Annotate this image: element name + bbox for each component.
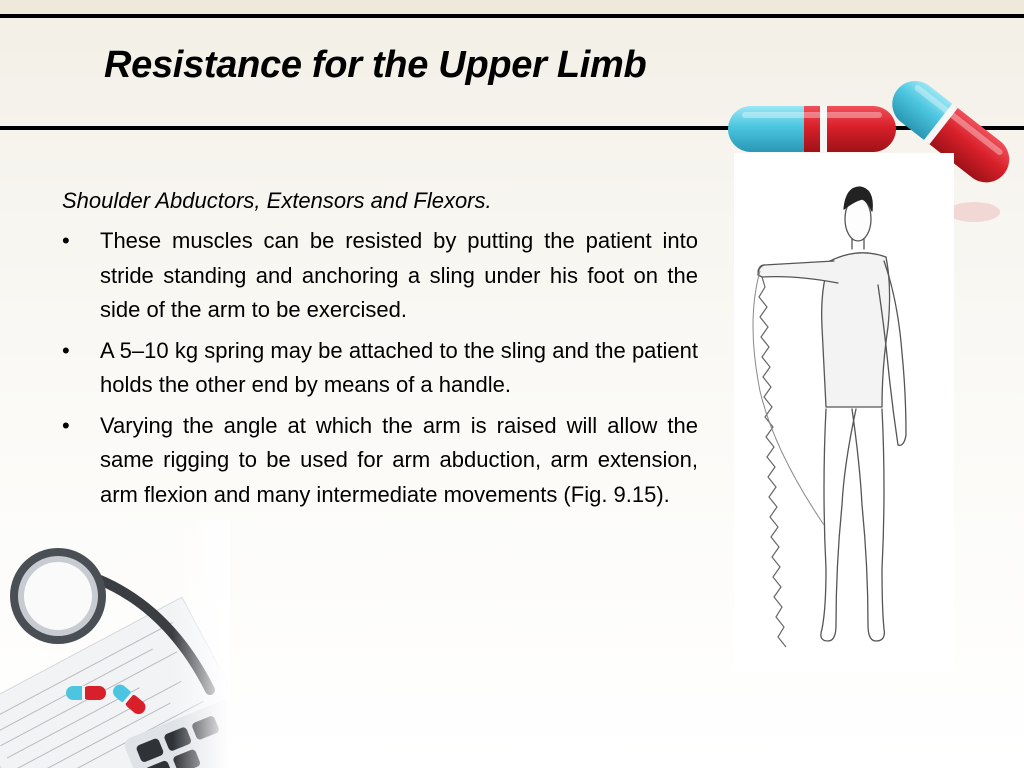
slide-body xyxy=(62,186,698,518)
bullet-marker: • xyxy=(62,337,70,363)
slide-title: Resistance for the Upper Limb xyxy=(104,44,647,86)
spring-coil xyxy=(759,277,786,647)
medical-decoration xyxy=(0,520,230,768)
subheading: Shoulder Abductors, Extensors and Flexors. xyxy=(62,188,492,213)
top-strip xyxy=(0,0,1024,14)
exercise-figure xyxy=(734,153,954,673)
bullet-item xyxy=(62,224,698,328)
bullet-text: A 5–10 kg spring may be attached to the sling and the patient holds the other end by means of a handle. xyxy=(100,337,698,397)
man-with-spring-illustration xyxy=(734,153,954,673)
bullet-text: These muscles can be resisted by putting the patient into stride standing and anchoring a sling under his foot on the side of the arm to be exercised. xyxy=(100,228,698,322)
bullet-marker: • xyxy=(62,228,70,253)
title-rule-top xyxy=(0,14,1024,18)
horizontal-capsule xyxy=(728,106,896,152)
bullet-item xyxy=(62,334,698,403)
bullet-item xyxy=(62,409,698,513)
bullet-marker: • xyxy=(62,412,70,438)
bullet-text: Varying the angle at which the arm is raised will allow the same rigging to be used for arm abduction, arm extension, arm flexion and many intermediate movements (Fig. 9.15). xyxy=(100,412,698,507)
